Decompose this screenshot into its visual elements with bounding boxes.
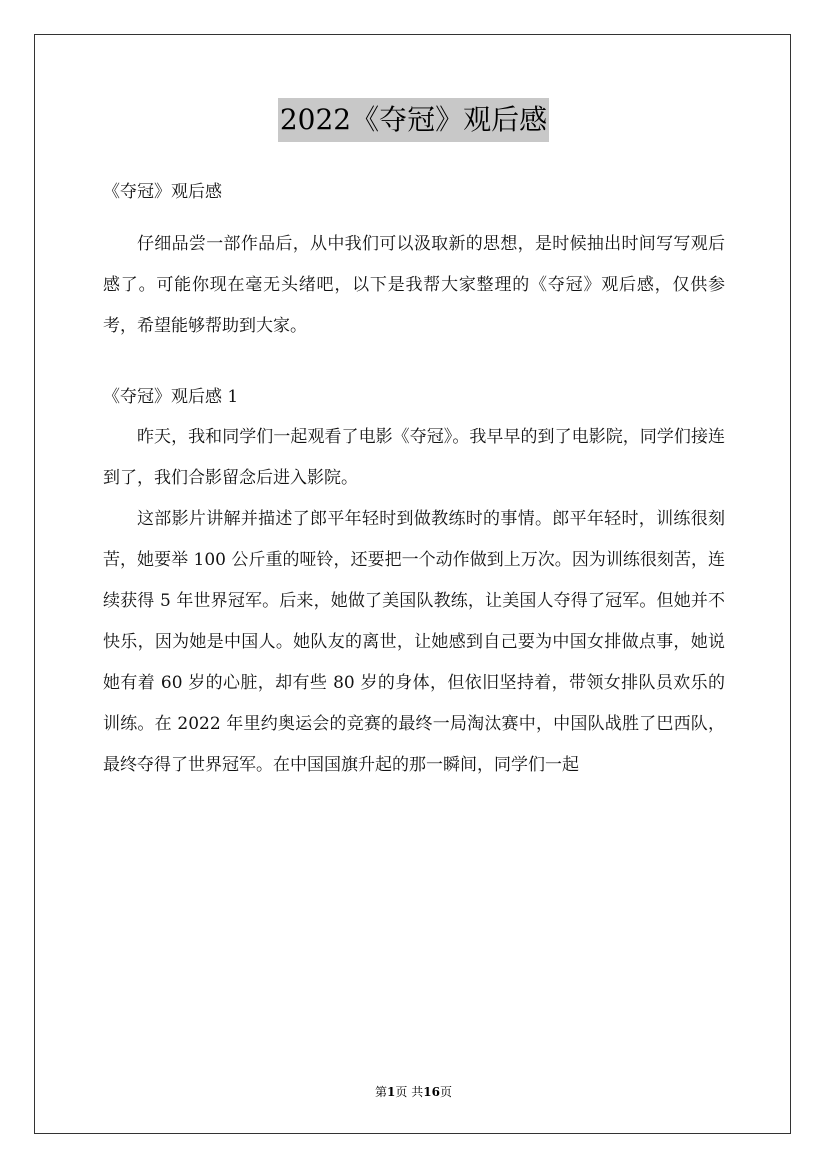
intro-heading: 《夺冠》观后感 bbox=[103, 182, 222, 202]
document-title: 2022《夺冠》观后感 bbox=[278, 98, 549, 142]
title-wrap bbox=[0, 98, 827, 142]
page-footer bbox=[0, 1083, 827, 1100]
footer-mid: 页 共 bbox=[395, 1085, 424, 1099]
section1-paragraph-2: 这部影片讲解并描述了郎平年轻时到做教练时的事情。郎平年轻时，训练很刻苦，她要举 100 公斤重的哑铃，还要把一个动作做到上万次。因为训练很刻苦，连续获得 5 年世界冠军。后来，她做了美国队教练，让美国人夺得了冠军。但她并不快乐，因为她是中国人。她队友的离世，让她感到自己要为中国女排做点事，她说她有着 60 岁的心脏，却有些 80 岁的身体，但依旧坚持着，带领女排队员欢乐的训练。在 2022 年里约奥运会的竞赛的最终一局淘汰赛中，中国队战胜了巴西队，最终夺得了世界冠军。在中国国旗升起的那一瞬间，同学们一起 bbox=[103, 509, 725, 775]
intro-paragraph: 仔细品尝一部作品后，从中我们可以汲取新的思想，是时候抽出时间写写观后感了。可能你现在毫无头绪吧，以下是我帮大家整理的《夺冠》观后感，仅供参考，希望能够帮助到大家。 bbox=[103, 234, 725, 336]
section1-paragraph-1: 昨天，我和同学们一起观看了电影《夺冠》。我早早的到了电影院，同学们接连到了，我们合影留念后进入影院。 bbox=[103, 427, 725, 488]
footer-prefix: 第 bbox=[375, 1085, 388, 1099]
footer-total-pages: 16 bbox=[423, 1085, 440, 1099]
document-body bbox=[103, 172, 725, 786]
section1-heading: 《夺冠》观后感 1 bbox=[103, 387, 239, 407]
footer-suffix: 页 bbox=[439, 1085, 452, 1099]
footer-page-number: 1 bbox=[387, 1085, 396, 1099]
